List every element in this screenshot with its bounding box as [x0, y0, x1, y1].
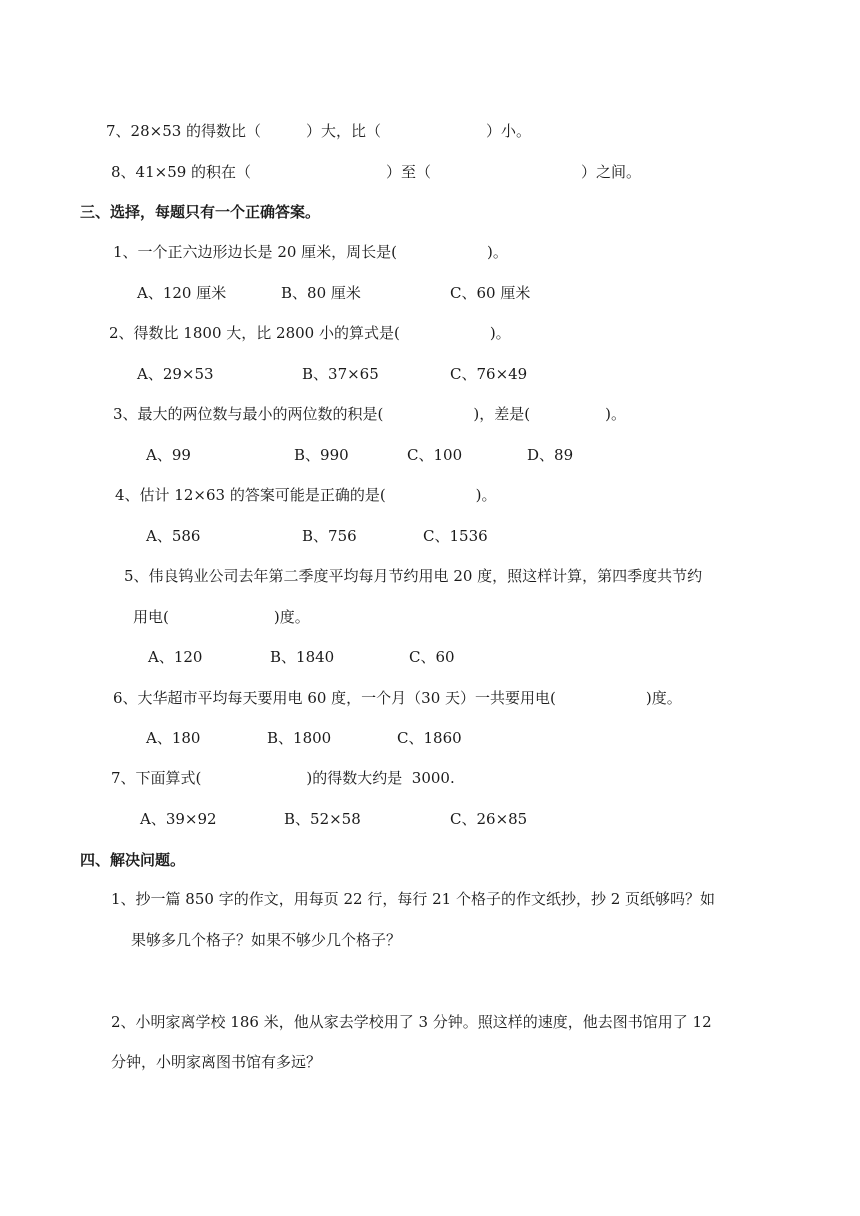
s3-q2-option-a: A、29×53 — [137, 365, 214, 383]
s3-q2-option-b: B、37×65 — [302, 365, 379, 383]
s3-q5-option-a: A、120 — [148, 648, 203, 666]
s3-q7-option-c: C、26×85 — [450, 810, 528, 828]
s3-q2-stem: 2、得数比 1800 大，比 2800 小的算式是( )。 — [109, 324, 511, 342]
s3-q4-option-b: B、756 — [302, 527, 357, 545]
s3-q5-option-b: B、1840 — [270, 648, 335, 666]
question-8-fill: 8、41×59 的积在（ ）至（ ）之间。 — [111, 163, 642, 181]
s3-q3-option-b: B、990 — [294, 446, 349, 464]
s3-q5-stem-line1: 5、伟良钨业公司去年第二季度平均每月节约用电 20 度，照这样计算，第四季度共节约 — [124, 567, 703, 585]
s3-q1-option-a: A、120 厘米 — [137, 284, 227, 302]
s3-q7-option-b: B、52×58 — [284, 810, 361, 828]
s3-q3-option-a: A、99 — [146, 446, 191, 464]
s3-q6-option-c: C、1860 — [397, 729, 462, 747]
s3-q4-stem: 4、估计 12×63 的答案可能是正确的是( )。 — [115, 486, 497, 504]
section-4-heading: 四、解决问题。 — [80, 851, 186, 869]
s3-q5-stem-line2: 用电( )度。 — [133, 608, 310, 626]
s4-q1-line2: 果够多几个格子？如果不够少几个格子？ — [131, 931, 402, 949]
s4-q1-line1: 1、抄一篇 850 字的作文，用每页 22 行，每行 21 个格子的作文纸抄，抄 2 页纸够吗？如 — [111, 890, 716, 908]
question-7-fill: 7、28×53 的得数比（ ）大，比（ ）小。 — [106, 122, 532, 140]
s3-q3-stem: 3、最大的两位数与最小的两位数的积是( )，差是( )。 — [113, 405, 626, 423]
s3-q3-option-c: C、100 — [407, 446, 463, 464]
s3-q7-option-a: A、39×92 — [140, 810, 217, 828]
s3-q7-stem: 7、下面算式( )的得数大约是 3000. — [111, 769, 455, 787]
s3-q5-option-c: C、60 — [409, 648, 455, 666]
s4-q2-line2: 分钟，小明家离图书馆有多远？ — [111, 1053, 322, 1071]
section-3-heading: 三、选择，每题只有一个正确答案。 — [80, 203, 321, 221]
s3-q4-option-c: C、1536 — [423, 527, 488, 545]
s3-q1-option-c: C、60 厘米 — [450, 284, 531, 302]
s3-q4-option-a: A、586 — [146, 527, 201, 545]
s3-q6-option-b: B、1800 — [267, 729, 332, 747]
s3-q2-option-c: C、76×49 — [450, 365, 528, 383]
s3-q3-option-d: D、89 — [527, 446, 574, 464]
s3-q1-stem: 1、一个正六边形边长是 20 厘米，周长是( )。 — [113, 243, 508, 261]
s3-q1-option-b: B、80 厘米 — [281, 284, 361, 302]
s4-q2-line1: 2、小明家离学校 186 米，他从家去学校用了 3 分钟。照这样的速度，他去图书馆用了 12 — [111, 1013, 712, 1031]
s3-q6-stem: 6、大华超市平均每天要用电 60 度，一个月（30 天）一共要用电( )度。 — [113, 689, 682, 707]
s3-q6-option-a: A、180 — [146, 729, 201, 747]
